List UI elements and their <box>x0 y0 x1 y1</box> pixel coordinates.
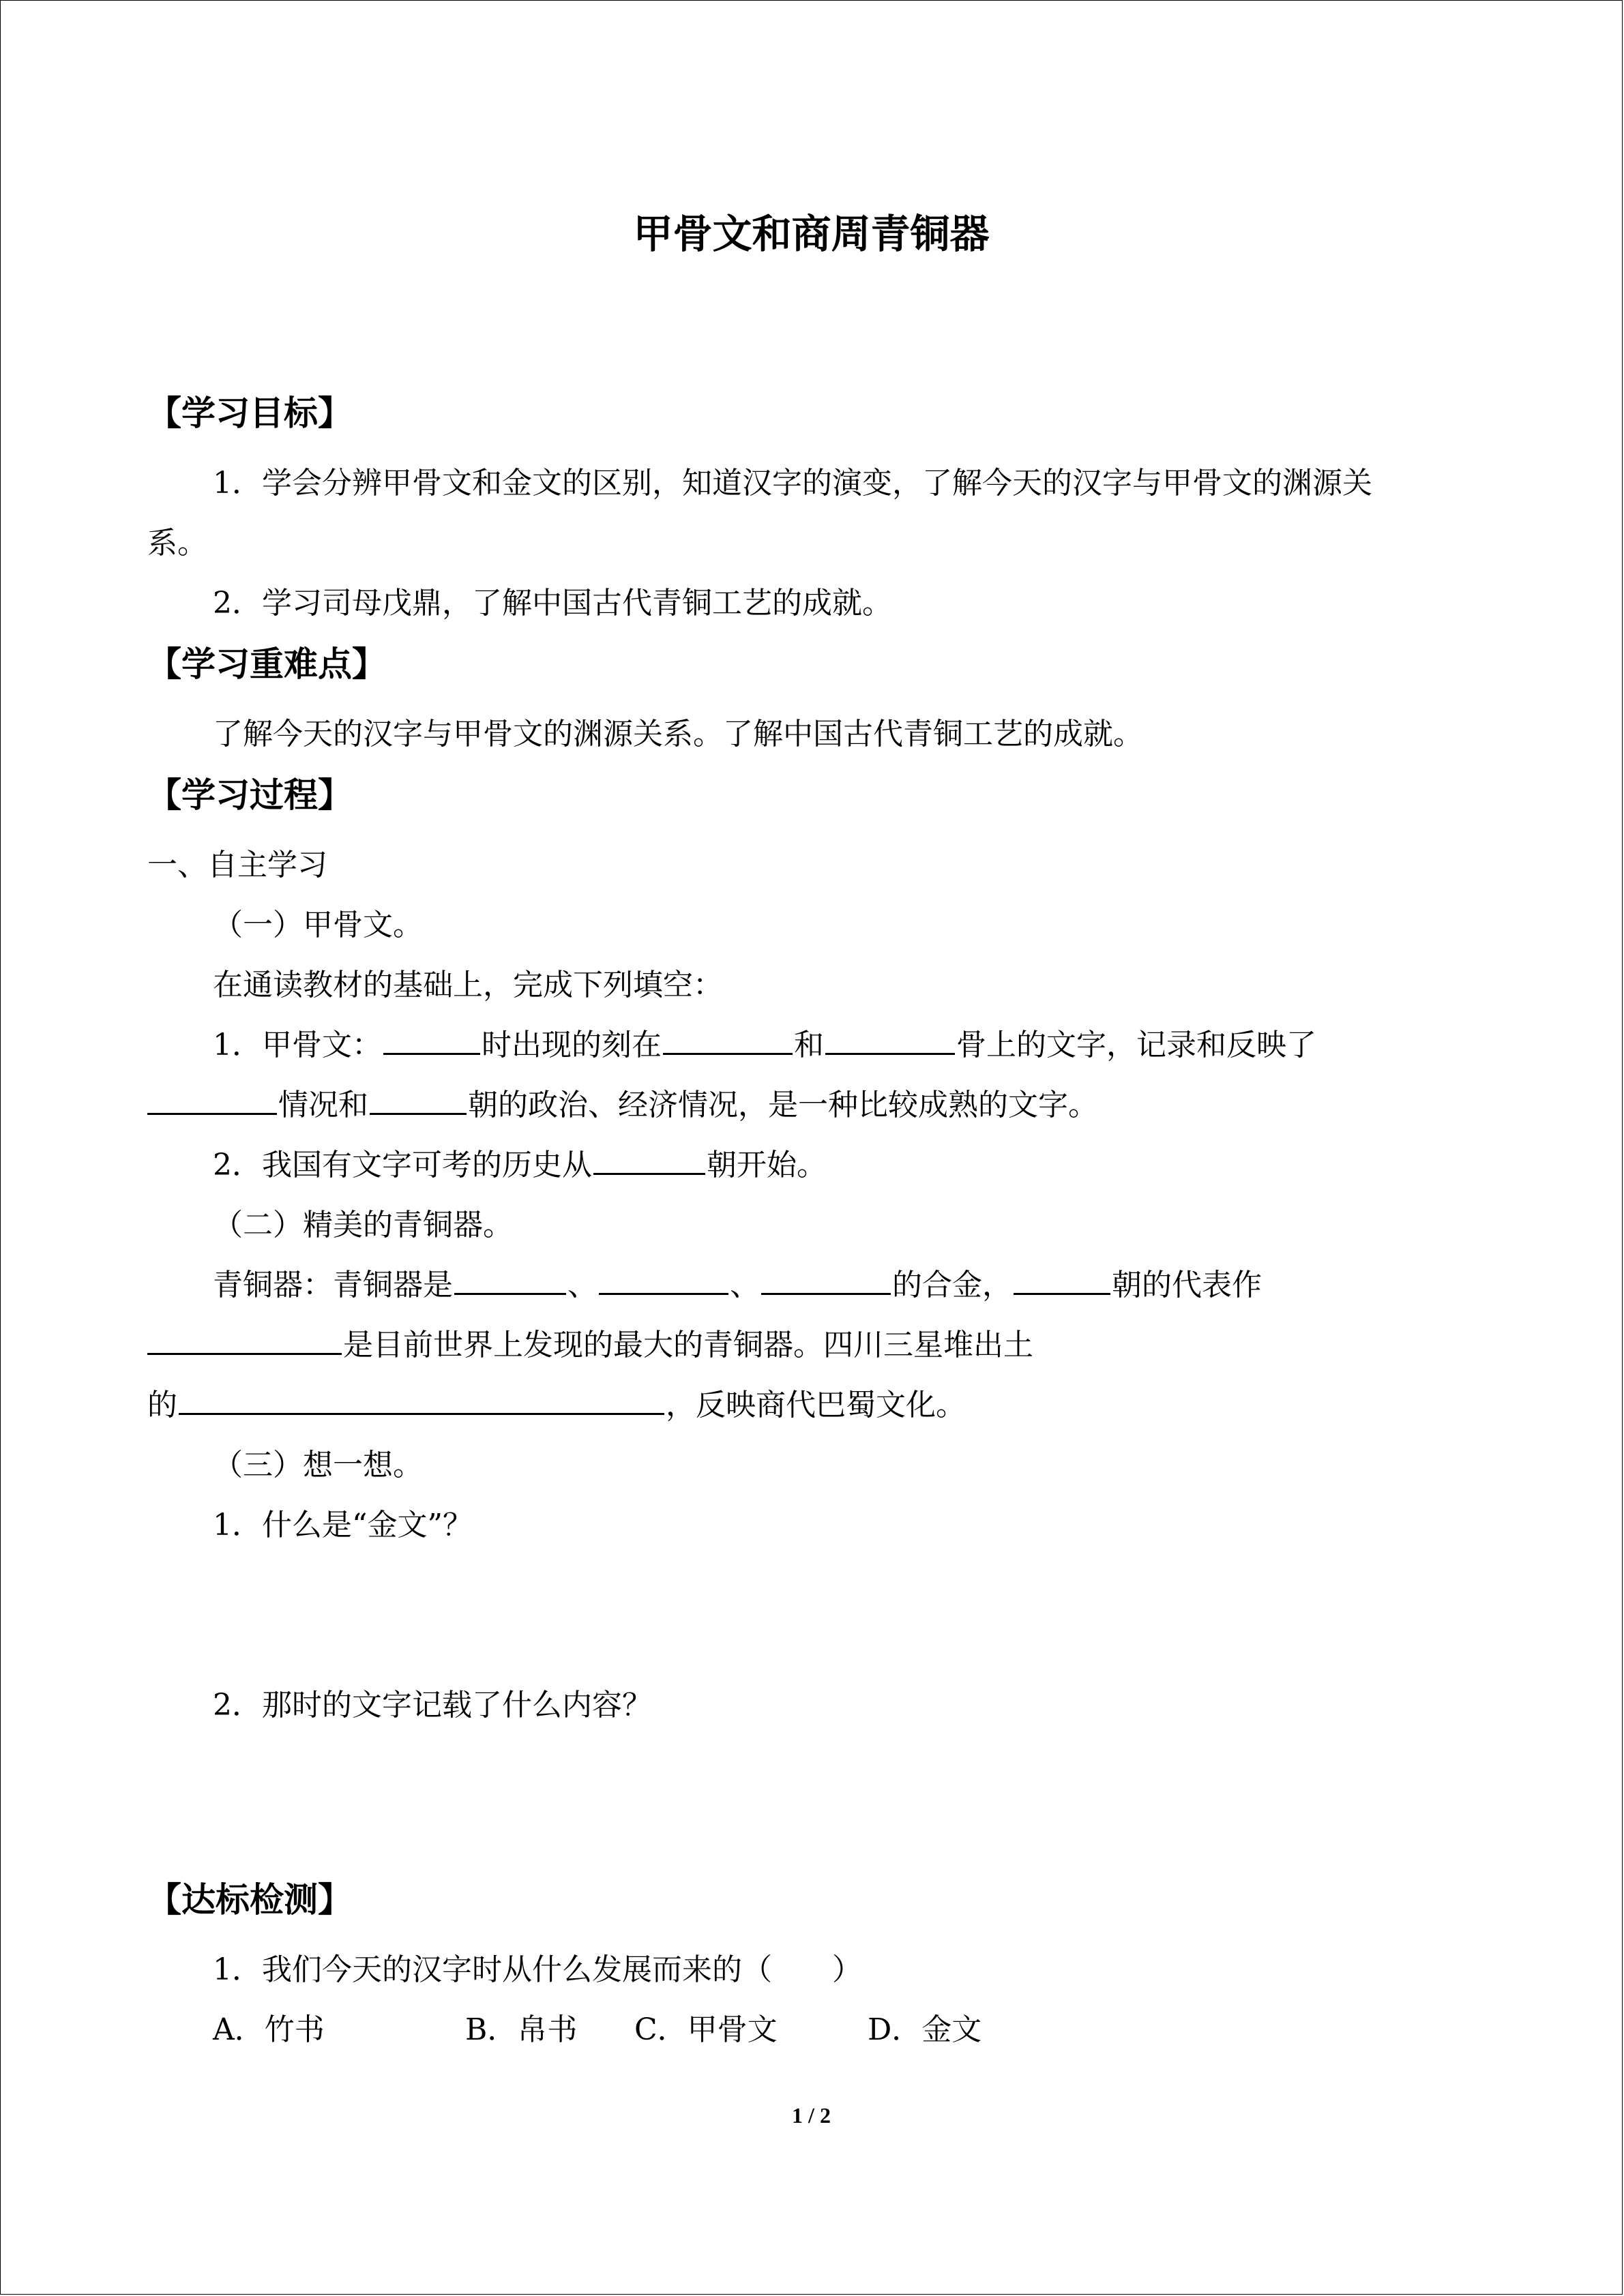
answer-blank[interactable] <box>147 1320 342 1355</box>
question-1-text-b: 时出现的刻在 <box>482 1028 662 1062</box>
answer-blank[interactable] <box>454 1260 566 1295</box>
option-c[interactable]: C．甲骨文 <box>634 2012 778 2047</box>
document-body <box>147 383 1484 2060</box>
fill-in-instruction: 在通读教材的基础上，完成下列填空： <box>213 968 723 1002</box>
answer-space[interactable] <box>147 1735 1484 1855</box>
bronze-line-2 <box>147 1315 1484 1375</box>
answer-blank[interactable] <box>370 1080 467 1115</box>
bronze-text-b: 、 <box>567 1268 597 1302</box>
objective-item-2: 2．学习司母戊鼎，了解中国古代青铜工艺的成就。 <box>213 586 892 621</box>
answer-blank[interactable] <box>147 1080 277 1115</box>
answer-blank[interactable] <box>663 1020 793 1055</box>
answer-blank[interactable] <box>599 1260 728 1295</box>
bronze-line-3 <box>147 1375 1484 1435</box>
option-d[interactable]: D．金文 <box>868 2012 982 2047</box>
bronze-text-g: 的 <box>147 1388 177 1422</box>
key-points-heading: 【学习重难点】 <box>147 644 386 684</box>
answer-space[interactable] <box>147 1555 1484 1675</box>
question-1-line-1 <box>147 1015 1484 1075</box>
assessment-question-1: 1．我们今天的汉字时从什么发展而来的（ ） <box>213 1952 862 1987</box>
process-heading: 【学习过程】 <box>147 775 352 815</box>
answer-blank[interactable] <box>179 1380 664 1415</box>
question-2-text-a: 2．我国有文字可考的历史从 <box>213 1148 592 1182</box>
answer-blank[interactable] <box>593 1140 705 1175</box>
question-1-text-d: 骨上的文字，记录和反映了 <box>956 1028 1316 1062</box>
think-question-1: 1．什么是“金文”？ <box>213 1508 473 1542</box>
question-2 <box>147 1135 1484 1195</box>
subsection-1-title: （一）甲骨文。 <box>213 908 423 942</box>
bronze-text-f: 是目前世界上发现的最大的青铜器。四川三星堆出土 <box>343 1328 1033 1362</box>
answer-blank[interactable] <box>383 1020 480 1055</box>
bronze-text-a: 青铜器：青铜器是 <box>213 1268 453 1302</box>
bronze-line-1 <box>147 1255 1484 1315</box>
subsection-3-title: （三）想一想。 <box>213 1448 423 1482</box>
subsection-2-title: （二）精美的青铜器。 <box>213 1208 513 1242</box>
key-points-text: 了解今天的汉字与甲骨文的渊源关系。了解中国古代青铜工艺的成就。 <box>213 717 1143 751</box>
bronze-text-e: 朝的代表作 <box>1112 1268 1262 1302</box>
part-1-title: 一、自主学习 <box>147 848 327 882</box>
question-1-text-f: 朝的政治、经济情况，是一种比较成熟的文字。 <box>468 1088 1098 1122</box>
bronze-text-c: 、 <box>730 1268 760 1302</box>
assessment-options <box>147 2000 1484 2060</box>
bronze-text-h: ，反映商代巴蜀文化。 <box>666 1388 966 1422</box>
option-a[interactable]: A．竹书 <box>213 2012 325 2047</box>
answer-blank[interactable] <box>825 1020 955 1055</box>
question-1-text-c: 和 <box>794 1028 824 1062</box>
answer-blank[interactable] <box>761 1260 891 1295</box>
think-question-2: 2．那时的文字记载了什么内容？ <box>213 1688 652 1723</box>
option-b[interactable]: B．帛书 <box>465 2012 578 2047</box>
assessment-heading: 【达标检测】 <box>147 1880 352 1920</box>
question-1-text-a: 1．甲骨文： <box>213 1028 382 1062</box>
answer-blank[interactable] <box>1014 1260 1110 1295</box>
question-1-line-2 <box>147 1075 1484 1135</box>
question-2-text-b: 朝开始。 <box>707 1148 827 1182</box>
page-number: 1 / 2 <box>792 2103 831 2128</box>
bronze-text-d: 的合金， <box>892 1268 1012 1302</box>
objective-item-1-line-1: 1．学会分辨甲骨文和金文的区别，知道汉字的演变，了解今天的汉字与甲骨文的渊源关 <box>213 466 1372 501</box>
objectives-heading: 【学习目标】 <box>147 393 352 433</box>
document-title: 甲骨文和商周青铜器 <box>633 211 990 257</box>
question-1-text-e: 情况和 <box>278 1088 368 1122</box>
objective-item-1-line-2: 系。 <box>147 526 207 561</box>
